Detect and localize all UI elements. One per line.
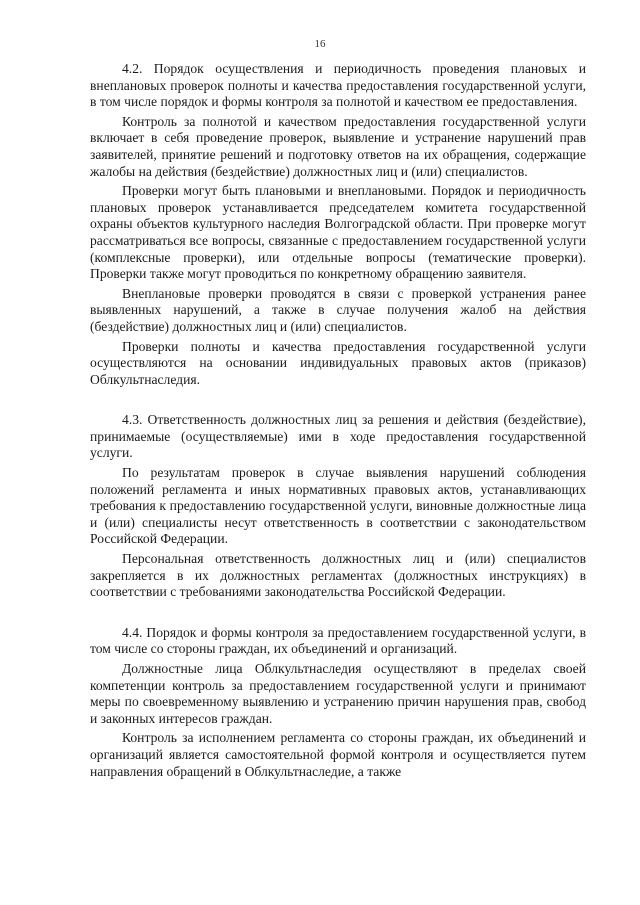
page-number: 16 bbox=[314, 38, 326, 50]
section-4-4-heading: 4.4. Порядок и формы контроля за предоставлением государственной услуги, в том числе со стороны граждан, их объединений и организаций. bbox=[90, 624, 586, 657]
paragraph: Контроль за полнотой и качеством предоставления государственной услуги включает в себя проведение проверок, выявление и устранение нарушений прав заявителей, принятие решений и подготовку ответов на их обращения, содержащие жалобы на действия (бездействие) должностных лиц и (или) специалистов. bbox=[90, 113, 586, 179]
paragraph: Проверки могут быть плановыми и внеплановыми. Порядок и периодичность плановых проверок устанавливается председателем комитета государственной охраны объектов культурного наследия Волгоградской области. При проверке могут рассматриваться все вопросы, связанные с предоставлением государственной услуги (комплексные проверки), или отдельные вопросы (тематические проверки). Проверки также могут проводиться по конкретному обращению заявителя. bbox=[90, 183, 586, 282]
section-4-2-heading: 4.2. Порядок осуществления и периодичность проведения плановых и внеплановых проверок полноты и качества предоставления государственной услуги, в том числе порядок и формы контроля за полнотой и качеством ее предоставления. bbox=[90, 61, 586, 110]
paragraph: Контроль за исполнением регламента со стороны граждан, их объединений и организаций является самостоятельной формой контроля и осуществляется путем направления обращений в Облкультнаследие, а также bbox=[90, 730, 586, 779]
paragraph: Проверки полноты и качества предоставления государственной услуги осуществляются на основании индивидуальных правовых актов (приказов) Облкультнаследия. bbox=[90, 338, 586, 387]
paragraph: Внеплановые проверки проводятся в связи с проверкой устранения ранее выявленных нарушений, а также в случае получения жалоб на действия (бездействие) должностных лиц и (или) специалистов. bbox=[90, 285, 586, 334]
paragraph: По результатам проверок в случае выявления нарушений соблюдения положений регламента и иных нормативных правовых актов, устанавливающих требования к предоставлению государственной услуги, виновные должностные лица и (или) специалисты несут ответственность в соответствии с законодательством Российской Федерации. bbox=[90, 465, 586, 547]
paragraph: Персональная ответственность должностных лиц и (или) специалистов закрепляется в их должностных регламентах (должностных инструкциях) в соответствии с требованиями законодательства Российской Федерации. bbox=[90, 551, 586, 600]
document-body bbox=[90, 61, 586, 780]
paragraph: Должностные лица Облкультнаследия осуществляют в пределах своей компетенции контроль за предоставлением государственной услуги и принимают меры по своевременному выявлению и устранению причин нарушения прав, свобод и законных интересов граждан. bbox=[90, 661, 586, 726]
section-4-3-heading: 4.3. Ответственность должностных лиц за решения и действия (бездействие), принимаемые (осуществляемые) ими в ходе предоставления государственной услуги. bbox=[90, 412, 586, 461]
